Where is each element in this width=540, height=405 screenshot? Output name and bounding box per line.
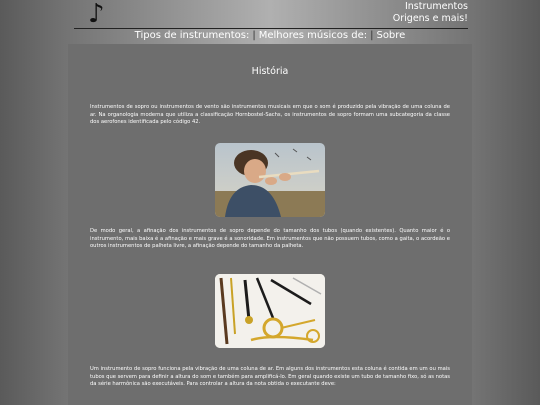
main-nav: [0, 29, 540, 43]
paragraph: Instrumentos de sopro ou instrumentos de vento são instrumentos musicais em que o som é produzido pela vibração de uma coluna de ar. Na organologia moderna que utiliza a classificação Hornbostel-Sachs, os instrumentos de sopro formam uma subcategoria da classe dos aerofones identificada pelo código 42.: [90, 104, 450, 126]
page-title: História: [251, 66, 289, 77]
nav-separator: |: [370, 30, 374, 41]
nav-separator: |: [252, 30, 256, 41]
nav-sobre[interactable]: Sobre: [376, 30, 406, 41]
wind-instruments-collection-image: [215, 274, 325, 348]
music-note-icon[interactable]: ♪: [88, 0, 105, 29]
brand-line-2: Origens e mais!: [392, 13, 468, 24]
nav-melhores-musicos[interactable]: Melhores músicos de:: [258, 30, 368, 41]
site-header: [74, 0, 468, 29]
nav-tipos-de-instrumentos[interactable]: Tipos de instrumentos:: [134, 30, 250, 41]
content-panel: [68, 44, 472, 405]
paragraph: Um instrumento de sopro funciona pela vibração de uma coluna de ar. Em alguns dos instrumentos esta coluna é contida em um ou mais tubos que servem para definir a altura do som e também para amplificá-lo. Em geral quando existe um tubo de tamanho fixo, só as notas da série harmônica são executáveis. Para controlar a altura da nota obtida o executante deve:: [90, 366, 450, 388]
boy-playing-flute-image: [215, 143, 325, 217]
site-brand[interactable]: [393, 1, 468, 25]
paragraph: De modo geral, a afinação dos instrumentos de sopro depende do tamanho dos tubos (quando existentes). Quanto maior é o instrumento, mais baixa é a afinação e mais grave é a sonoridade. Em instrumentos que não possuem tubos, como a gaita, o acordeão e outros instrumentos de palheta livre, a afinação depende do tamanho da palheta.: [90, 228, 450, 250]
brand-line-1: Instrumentos: [404, 1, 468, 12]
